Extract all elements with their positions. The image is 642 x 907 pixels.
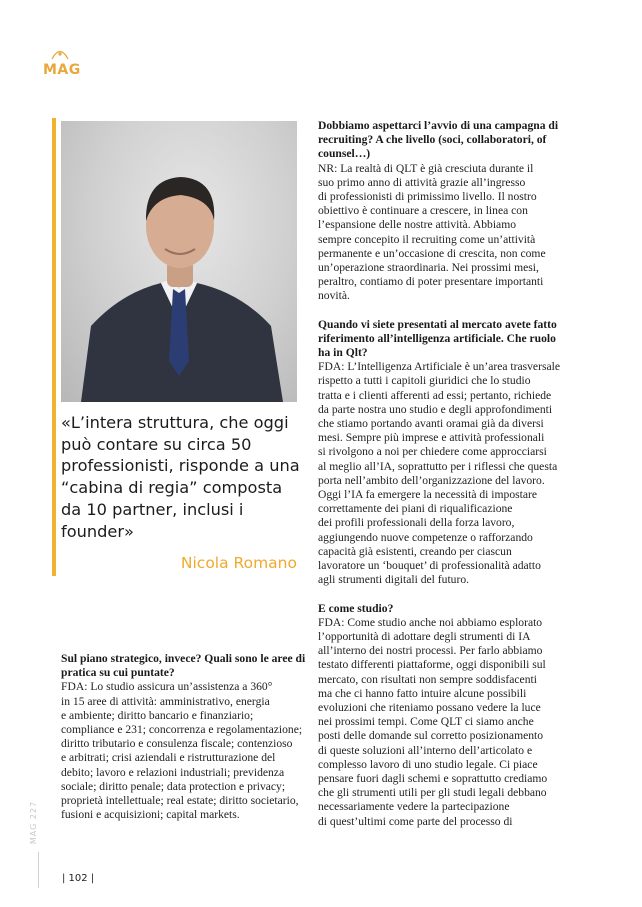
quote-line: «L’intera struttura, che oggi (61, 413, 289, 432)
answer-line: posti delle domande sul corretto posizionamento (318, 729, 544, 743)
answer-line: novità. (318, 289, 350, 303)
question-line: counsel…) (318, 147, 371, 161)
answer-line: FDA: Lo studio assicura un’assistenza a 360° (61, 680, 273, 694)
spacer (318, 304, 568, 318)
question-line: Dobbiamo aspettarci l’avvio di una campagna di (318, 119, 559, 132)
answer-line: testato differenti piattaforme, oggi disponibili sul (318, 658, 546, 672)
answer-line: obiettivo è continuare a crescere, in linea con (318, 204, 528, 218)
answer-line: aggiungendo nuove competenze o rafforzando (318, 530, 533, 544)
answer-line: un’operazione straordinaria. Nei prossimi mesi, (318, 261, 539, 275)
logo-text: MAG (43, 62, 81, 78)
crest-icon (51, 48, 69, 60)
answer-line: che stiamo portando avanti oramai già da diversi (318, 417, 544, 431)
answer-line: tratta e i clienti afferenti ad essi; pertanto, richiede (318, 388, 552, 402)
question-pratica (61, 652, 306, 680)
answer-line: mesi. Sempre più imprese e attività professionali (318, 431, 545, 445)
answer-line: e arbitrati; crisi aziendali e ristrutturazione del (61, 751, 276, 765)
question-line: ha in Qlt? (318, 346, 368, 360)
answer-line: evoluzioni che riteniamo possano vedere la luce (318, 700, 541, 714)
answer-line: di quest’ultimi come parte del processo di (318, 814, 513, 828)
left-column (61, 652, 306, 822)
answer-line: fusioni e acquisizioni; capital markets. (61, 808, 240, 822)
answer-line: rispetto a tutti i capitoli giuridici che lo studio (318, 374, 531, 388)
quote-line: professionisti, risponde a una (61, 456, 300, 476)
quote-line: può contare su circa 50 (61, 434, 252, 454)
answer-line: FDA: Come studio anche noi abbiamo esplorato (318, 615, 543, 629)
answer-line: sempre concepito il recruiting come un’attività (318, 232, 536, 246)
quote-author: Nicola Romano (180, 554, 297, 572)
answer-line: al meglio all’IA, soprattutto per i riflessi che questa (318, 459, 558, 473)
answer-line: nei prossimi tempi. Come QLT ci siamo anche (318, 715, 534, 729)
answer-line: porta nell’ambito dell’organizzazione del lavoro. (318, 473, 545, 487)
answer-line: agli strumenti digitali del futuro. (318, 573, 470, 587)
answer-line: di queste soluzioni all’interno dell’articolato e (318, 743, 533, 757)
answer-line: capacità già esistenti, creando per ciascun (318, 544, 512, 558)
answer-line: all’interno dei nostri processi. Per farlo abbiamo (318, 644, 543, 658)
answer-line: sociale; diritto penale; data protection e privacy; (61, 779, 286, 793)
answer-line: l’espansione delle nostre attività. Abbiamo (318, 218, 517, 232)
answer-line: FDA: L’Intelligenza Artificiale è un’area trasversale (318, 360, 560, 374)
accent-bar (52, 118, 56, 576)
answer-line: dei profili professionali della forza lavoro, (318, 516, 515, 530)
mag-logo (43, 48, 81, 82)
answer-line: complesso lavoro di uno studio legale. Ci piace (318, 757, 538, 771)
answer-line: in 15 aree di attività: amministrativo, energia (61, 694, 270, 708)
answer-ia (318, 360, 568, 587)
answer-recruiting (318, 162, 568, 304)
answer-line: di professionisti di primissimo livello. Il nostro (318, 190, 537, 204)
question-line: riferimento all’intelligenza artificiale. Che ruolo (318, 331, 556, 345)
spacer (318, 588, 568, 602)
question-ia (318, 318, 568, 361)
answer-line: l’opportunità di adottare degli strumenti di IA (318, 629, 531, 643)
question-line: pratica su cui puntate? (61, 666, 175, 680)
side-rule (38, 852, 39, 888)
answer-line: proprietà intellettuale; real estate; diritto societario, (61, 794, 299, 808)
right-column (318, 119, 568, 829)
question-line: recruiting? A che livello (soci, collaboratori, of (318, 133, 547, 147)
question-studio (318, 602, 568, 616)
pull-quote (61, 412, 301, 542)
answer-line: compliance e 231; concorrenza e regolamentazione; (61, 723, 303, 737)
question-line: E come studio? (318, 601, 394, 615)
answer-line: diritto tributario e consulenza fiscale; contenzioso (61, 737, 293, 751)
answer-line: correttamente dei piani di riqualificazione (318, 502, 513, 516)
question-line: Sul piano strategico, invece? Quali sono le aree di (61, 652, 306, 665)
answer-line: necessariamente vedere la partecipazione (318, 800, 510, 814)
issue-label (27, 800, 39, 845)
answer-line: Oggi l’IA fa emergere la necessità di impostare (318, 488, 538, 502)
answer-line: mercato, con risultati non sempre soddisfacenti (318, 672, 537, 686)
answer-line: NR: La realtà di QLT è già cresciuta durante il (318, 161, 534, 175)
answer-line: lavoratore un ‘bouquet’ di professionalità adatto (318, 559, 541, 573)
answer-studio (318, 616, 568, 829)
answer-line: suo primo anno di attività grazie all’ingresso (318, 175, 526, 189)
answer-line: si rivolgono a noi per chiedere come approcciarsi (318, 445, 547, 459)
answer-line: ma che ci hanno fatto intuire alcune possibili (318, 686, 527, 700)
answer-line: permanente e un’occasione di crescita, non come (318, 246, 546, 260)
quote-line: da 10 partner, inclusi i (61, 499, 244, 519)
issue-label-text: MAG 227 (29, 800, 39, 845)
answer-line: da parte nostra uno studio e degli approfondimenti (318, 402, 553, 416)
question-line: Quando vi siete presentati al mercato avete fatto (318, 317, 557, 331)
answer-line: e ambiente; diritto bancario e finanziario; (61, 708, 254, 722)
answer-line: peraltro, contiamo di poter presentare importanti (318, 275, 544, 289)
portrait-photo (61, 121, 297, 402)
answer-line: che gli strumenti utili per gli studi legali debbano (318, 786, 547, 800)
answer-line: debito; lavoro e relazioni industriali; previdenza (61, 765, 285, 779)
answer-line: pensare fuori dagli schemi e soprattutto crediamo (318, 771, 548, 785)
question-recruiting (318, 119, 568, 162)
page-number: | 102 | (62, 873, 95, 884)
portrait-illustration (61, 121, 297, 402)
answer-pratica (61, 680, 301, 822)
quote-line: founder» (61, 521, 134, 541)
quote-line: “cabina di regia” composta (61, 478, 283, 498)
